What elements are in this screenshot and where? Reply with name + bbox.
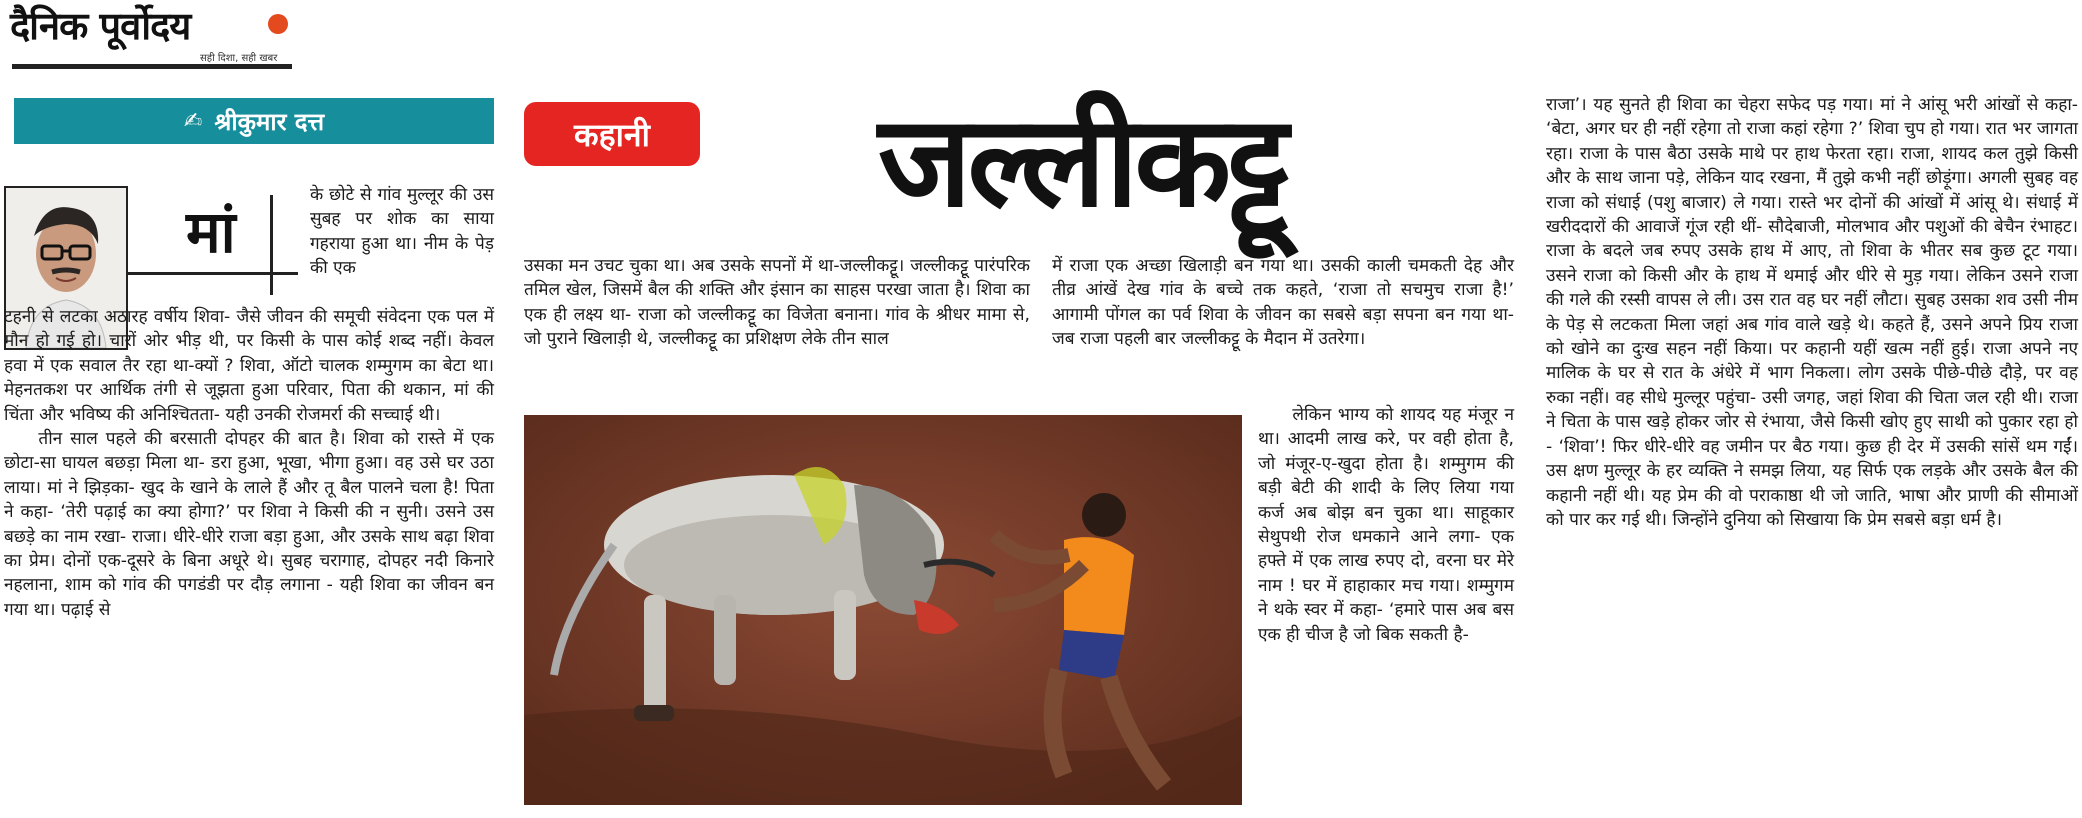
author-name: श्रीकुमार दत्त — [214, 107, 325, 136]
column1-intro — [310, 183, 494, 281]
masthead-logo-dot — [268, 14, 288, 34]
column1-paragraph-1: टहनी से लटका अठारह वर्षीय शिवा- जैसे जीवन की समूची संवेदना एक पल में मौन हो गई हो। चारों ओर भीड़ थी, पर किसी के पास कोई शब्द नहीं। केवल हवा में एक सवाल तैर रहा था-क्यों ? शिवा, ऑटो चालक शम्मुगम का बेटा था। मेहनतकश पर आर्थिक तंगी से जूझता हुआ परिवार, पिता की थकान, मां की चिंता और भविष्य की अनिश्चितता- यही उनकी रोजमर्रा की सच्चाई थी। — [4, 307, 494, 425]
column2-body — [524, 254, 1030, 352]
column3b-text: लेकिन भाग्य को शायद यह मंजूर न था। आदमी लाख करे, पर वही होता है, जो मंजूर-ए-खुदा होता है। शम्मुगम की बड़ी बेटी की शादी के लिए लिया गया कर्ज अब बोझ बन चुका था। साहूकार सेथुपथी रोज धमकाने आने लगा- एक हफ्ते में एक लाख रुपए दो, वरना घर मेरे नाम ! घर में हाहाकार मच गया। शम्मुगम ने थके स्वर में कहा- ‘हमारे पास अब बस एक ही चीज है जो बिक सकती है- — [1258, 405, 1514, 645]
story-headline: जल्लीकट्टू — [878, 88, 1285, 235]
column4-body — [1546, 93, 2078, 532]
newspaper-masthead — [10, 6, 290, 76]
story-label-maa: मां — [186, 198, 236, 266]
column3-body — [1052, 254, 1514, 352]
column4-text: राजा’। यह सुनते ही शिवा का चेहरा सफेद पड़ गया। मां ने आंसू भरी आंखों से कहा- ‘बेटा, अगर घर ही नहीं रहेगा तो राजा कहां रहेगा ?’ शिवा चुप हो गया। रात भर जागता रहा। राजा के पास बैठा उसके माथे पर हाथ फेरता रहा। राजा, शायद कल तुझे किसी और के साथ जाना पड़े, लेकिन याद रखना, मैं तुझे कभी नहीं छोड़ूंगा। अगली सुबह वह राजा को संधाई (पशु बाजार) ले गया। रास्ते भर दोनों की आंखों में आंसू थे। संधाई में खरीददारों की आवाजें गूंज रही थीं- सौदेबाजी, मोलभाव और पशुओं की बेचैन रंभाहट। राजा के बदले जब रुपए उसके हाथ में आए, तो शिवा के भीतर सब कुछ टूट गया। उसने राजा को किसी और के हाथ में थमाई और धीरे से मुड़ गया। लेकिन उसने राजा की गले की रस्सी वापस ले ली। उस रात वह घर नहीं लौटा। सुबह उसका शव उसी नीम के पेड़ से लटकता मिला जहां अब गांव वाले खड़े थे। कहते हैं, उसने अपने प्रिय राजा को खोने का दुःख सहन नहीं किया। पर कहानी यहीं खत्म नहीं हुई। राजा अपने नए मालिक के घर से रात के अंधेरे में भाग निकला। लोग उसके पीछे-पीछे दौड़े, पर वह रुका नहीं। वह सीधे मुल्लूर पहुंचा- उसी जगह, जहां शिवा की चिता जल रही थी। राजा ने चिता के पास खड़े होकर जोर से रंभाया, जैसे किसी खोए हुए साथी को पुकार रहा हो - ‘शिवा’! फिर धीरे-धीरे वह जमीन पर बैठ गया। कुछ ही देर में उसकी सांसें थम गईं। उस क्षण मुल्लूर के हर व्यक्ति ने समझ लिया, यह सिर्फ एक लड़के और उसके बैल की कहानी नहीं थी। यह प्रेम की वो पराकाष्ठा थी जो जाति, भाषा और प्राणी की सीमाओं को पार कर गई थी। जिन्होंने दुनिया को सिखाया कि प्रेम सबसे बड़ा धर्म है। — [1546, 95, 2078, 530]
section-tag-kahani: कहानी — [524, 102, 700, 166]
column1-body — [4, 305, 494, 622]
label-divider-horizontal — [128, 272, 298, 275]
author-byline — [14, 98, 494, 144]
masthead-rule — [12, 64, 292, 69]
label-divider-vertical — [270, 195, 273, 295]
column2-text: उसका मन उचट चुका था। अब उसके सपनों में था-जल्लीकट्टू। जल्लीकट्टू पारंपरिक तमिल खेल, जिसमें बैल की शक्ति और इंसान का साहस परखा जाता है। शिवा का एक ही लक्ष्य था- राजा को जल्लीकट्टू का विजेता बनाना। गांव के श्रीधर मामा से, जो पुराने खिलाड़ी थे, जल्लीकट्टू का प्रशिक्षण लेके तीन साल — [524, 256, 1030, 350]
column3-text: में राजा एक अच्छा खिलाड़ी बन गया था। उसकी काली चमकती देह और तीव्र आंखें देख गांव के बच्चे तक कहते, ‘राजा तो सचमुच राजा है!’ आगामी पोंगल का पर्व शिवा के जीवन का सबसे बड़ा सपना बन गया था- जब राजा पहली बार जल्लीकट्टू के मैदान में उतरेगा। — [1052, 256, 1514, 350]
jallikattu-photo — [524, 415, 1242, 805]
column1-paragraph-2: तीन साल पहले की बरसाती दोपहर की बात है। शिवा को रास्ते में एक छोटा-सा घायल बछड़ा मिला था- डरा हुआ, भूखा, भीगा हुआ। वह उसे घर उठा लाया। मां ने झिड़का- खुद के खाने के लाले हैं और तू बैल पालने चला है! पिता ने कहा- ‘तेरी पढ़ाई का क्या होगा?’ पर शिवा ने किसी की न सुनी। उसने उस बछड़े का नाम रखा- राजा। धीरे-धीरे राजा बड़ा हुआ, और उसके साथ बढ़ा शिवा का प्रेम। दोनों एक-दूसरे के बिना अधूरे थे। सुबह चरागाह, दोपहर नदी किनारे नहलाना, शाम को गांव की पगडंडी पर दौड़ लगाना - यही शिवा का जीवन बन गया था। पढ़ाई से — [4, 429, 494, 620]
column1-intro-text: के छोटे से गांव मुल्लूर की उस सुबह पर शोक का साया गहराया हुआ था। नीम के पेड़ की एक — [310, 185, 494, 279]
masthead-tagline: सही दिशा, सही खबर — [200, 53, 278, 64]
masthead-title: दैनिक पूर्वोदय — [10, 4, 191, 48]
pen-icon: ✍ — [183, 108, 203, 134]
column3b-body — [1258, 403, 1514, 647]
